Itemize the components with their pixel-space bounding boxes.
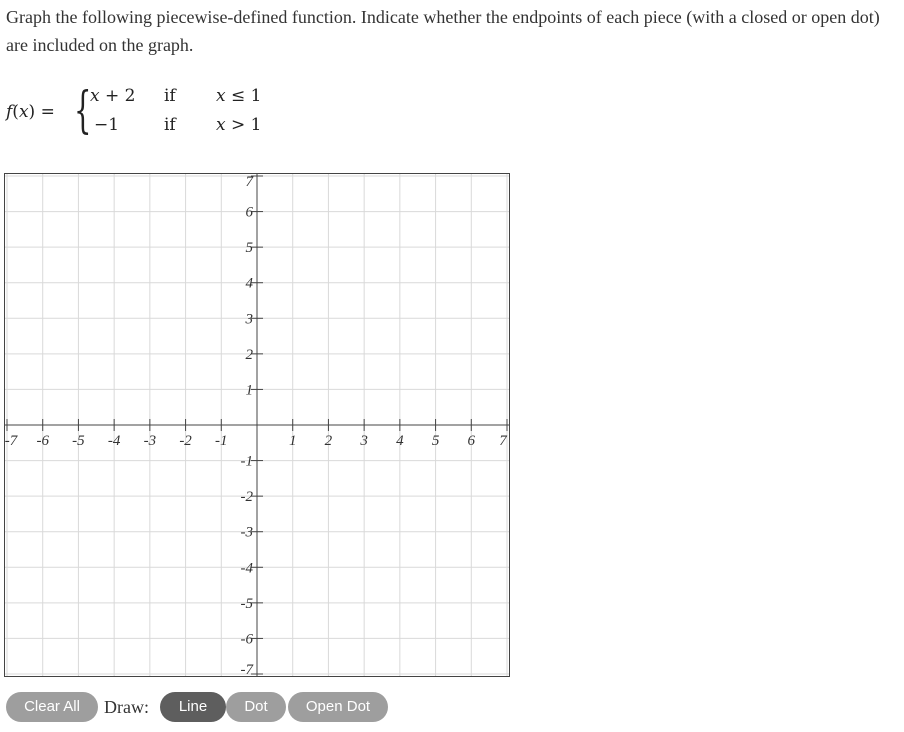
y-tick-label: -6: [240, 631, 253, 648]
y-tick-label: -4: [240, 560, 253, 577]
coordinate-plane[interactable]: [5, 174, 509, 676]
x-tick-label: 3: [360, 433, 368, 449]
piecewise-function: [6, 81, 306, 144]
piece-2-keyword: if: [164, 115, 176, 135]
x-tick-label: 5: [431, 433, 440, 449]
x-tick-label: 2: [324, 433, 333, 449]
x-tick-label: 4: [396, 433, 404, 449]
question-prompt: Graph the following piecewise-defined function. Indicate whether the endpoints of each piece (with a closed or open dot) are included on the graph.: [6, 7, 880, 55]
open-dot-tool-button[interactable]: Open Dot: [288, 692, 388, 722]
y-tick-label: 7: [245, 174, 253, 190]
y-tick-label: 3: [245, 311, 253, 328]
x-tick-label: 7: [499, 433, 507, 449]
y-tick-label: 5: [245, 240, 253, 257]
piece-1-keyword: if: [164, 86, 176, 106]
function-name: f(x) =: [6, 102, 55, 122]
piece-2-expression: −1: [94, 115, 120, 135]
line-tool-button[interactable]: Line: [160, 692, 226, 722]
y-tick-label: 6: [245, 204, 253, 221]
x-tick-label: -5: [72, 433, 85, 449]
x-tick-label: 1: [288, 433, 297, 449]
graphing-canvas[interactable]: [4, 173, 510, 677]
x-tick-label: 6: [467, 433, 476, 449]
y-tick-label: 4: [245, 275, 253, 292]
y-tick-label: 1: [245, 382, 253, 399]
piece-1-expression: x + 2: [90, 86, 136, 106]
y-tick-label: -1: [240, 453, 253, 470]
clear-all-button[interactable]: Clear All: [6, 692, 98, 722]
x-tick-label: -3: [143, 433, 157, 449]
left-brace: {: [74, 81, 92, 139]
draw-label: Draw:: [104, 697, 149, 717]
x-tick-label: -4: [107, 433, 121, 449]
dot-tool-button[interactable]: Dot: [226, 692, 286, 722]
x-tick-label: -1: [215, 433, 228, 449]
y-tick-label: -7: [240, 662, 253, 676]
x-tick-label: -2: [179, 433, 192, 449]
axes: [5, 174, 509, 676]
x-tick-label: -6: [36, 433, 49, 449]
piece-2-condition: x > 1: [216, 115, 262, 135]
piece-1-condition: x ≤ 1: [216, 86, 262, 106]
x-tick-label: -7: [5, 433, 18, 449]
y-tick-label: -5: [240, 595, 253, 612]
y-tick-label: 2: [245, 346, 253, 363]
y-tick-label: -2: [240, 489, 253, 506]
y-tick-label: -3: [240, 524, 253, 541]
drawing-toolbar: [6, 692, 406, 722]
